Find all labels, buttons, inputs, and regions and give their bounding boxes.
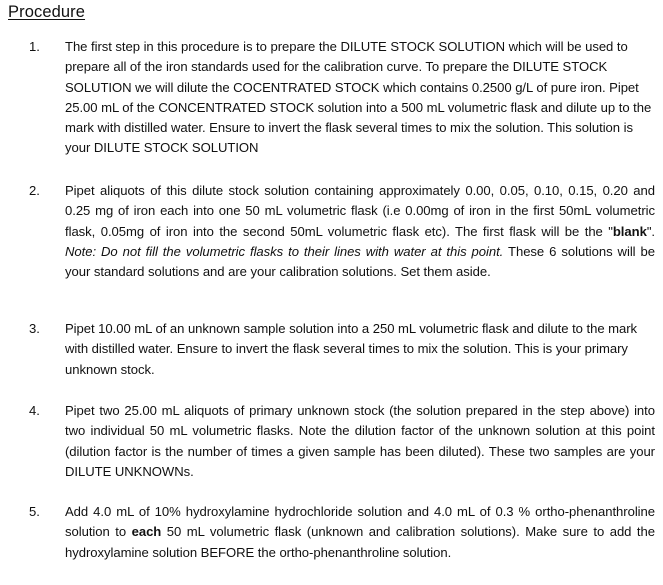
- step-text-part: Pipet aliquots of this dilute stock solution containing approximately 0.00, 0.05, 0.10, 0.15, 0.20 and 0.25 mg of iron each into one 50 mL volumetric flask (i.e 0.00mg of iron in the first 50mL volumetric flask, 0.05mg of iron into the second 50mL volumetric flask etc). The first flask will be the ": [65, 183, 655, 239]
- step-number: 2.: [29, 183, 40, 198]
- step-2: [29, 181, 655, 282]
- step-3: [29, 319, 655, 380]
- step-text: [65, 502, 655, 563]
- step-5: [29, 502, 655, 563]
- step-text: [65, 181, 655, 282]
- step-text-part: Add 4.0 mL of 10% hydroxylamine hydrochloride solution and 4.0 mL of 0.3 % ortho-phenanthroline solution to: [65, 504, 655, 540]
- each-emphasis: each: [131, 524, 162, 540]
- step-text-part: 50 mL volumetric flask (unknown and calibration solutions). Make sure to add the hydroxylamine solution BEFORE the ortho-phenanthroline solution.: [65, 524, 655, 560]
- note-text: Note: Do not fill the volumetric flasks to their lines with water at this point.: [65, 243, 504, 259]
- step-text-part: These 6 solutions will be your standard solutions and are your calibration solutions. Set them aside.: [65, 243, 655, 280]
- step-number: 4.: [29, 403, 40, 418]
- step-4: [29, 401, 655, 482]
- procedure-heading: Procedure: [8, 3, 86, 21]
- step-1: [29, 37, 655, 159]
- step-text: Pipet two 25.00 mL aliquots of primary unknown stock (the solution prepared in the step above) into two individual 50 mL volumetric flasks. Note the dilution factor of the unknown solution at this point (dilution factor is the number of times a given sample has been diluted). These two samples are your DILUTE UNKNOWNs.: [65, 403, 655, 479]
- step-number: 1.: [29, 39, 40, 54]
- step-text: Pipet 10.00 mL of an unknown sample solution into a 250 mL volumetric flask and dilute to the mark with distilled water. Ensure to invert the flask several times to mix the solution. This is your primary unknown stock.: [65, 321, 638, 377]
- step-number: 5.: [29, 504, 40, 519]
- step-number: 3.: [29, 321, 40, 336]
- step-text-part: ".: [646, 223, 655, 239]
- blank-emphasis: blank: [612, 223, 647, 239]
- step-text: The first step in this procedure is to prepare the DILUTE STOCK SOLUTION which will be used to prepare all of the iron standards used for the calibration curve. To prepare the DILUTE STOCK SOLUTION we will dilute the COCENTRATED STOCK which contains 0.2500 g/L of pure iron. Pipet 25.00 mL of the CONCENTRATED STOCK solution into a 500 mL volumetric flask and dilute up to the mark with distilled water. Ensure to invert the flask several times to mix the solution. This solution is your DILUTE STOCK SOLUTION: [65, 39, 652, 156]
